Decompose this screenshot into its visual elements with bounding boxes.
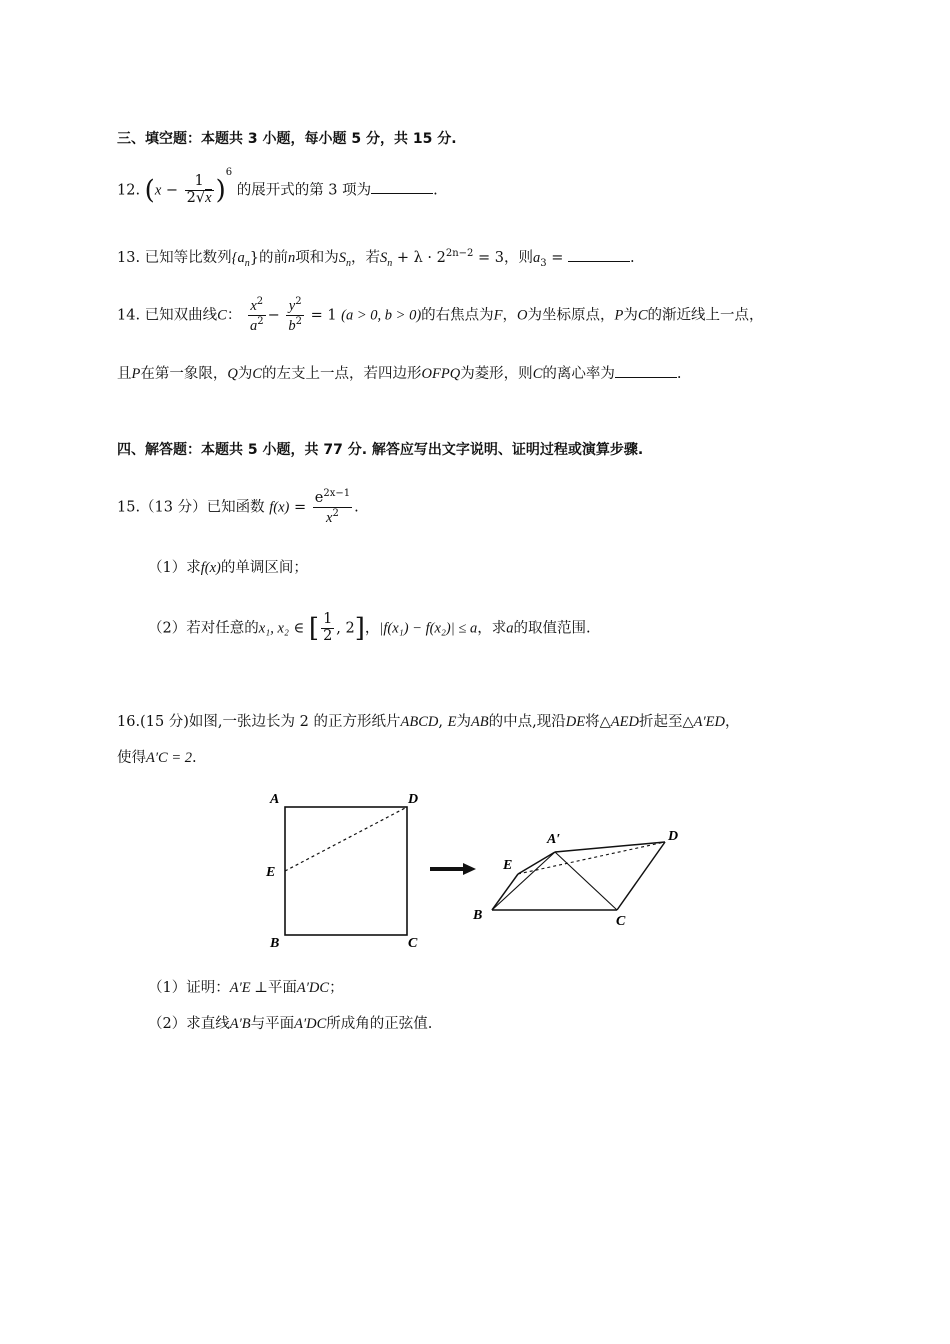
variable-a: a	[532, 250, 541, 266]
period: .	[192, 750, 197, 766]
question-number: 12.	[117, 182, 141, 199]
var: x	[326, 509, 333, 526]
text: 的离心率为	[542, 366, 615, 382]
condition: (a > 0, b > 0)	[341, 307, 422, 324]
fraction	[313, 488, 352, 527]
text: ，则	[503, 250, 533, 266]
text: 的左支上一点，若四边形	[262, 366, 422, 382]
label-a-prime: A′	[547, 832, 561, 847]
fraction-y2-b2	[286, 296, 304, 335]
section-3-heading: 三、填空题：本题共 3 小题，每小题 5 分，共 15 分.	[117, 131, 457, 147]
var: x	[250, 297, 257, 314]
exponent: 2n−2	[445, 248, 474, 260]
text: （2）求直线	[148, 1016, 230, 1032]
text: 所成角的正弦值.	[326, 1016, 433, 1032]
answer-blank[interactable]	[371, 181, 433, 194]
text: 已知等比数列	[144, 250, 232, 266]
question-16-part-1	[148, 976, 344, 997]
variable-q: Q	[227, 366, 238, 382]
equals-one: = 1	[305, 307, 337, 324]
question-12-text: 的展开式的第 3 项为	[236, 182, 372, 199]
label-c-folded: C	[616, 914, 626, 929]
colon: ：	[226, 307, 242, 324]
triangle-aed: △AED	[599, 714, 639, 730]
dashed-segment-ed	[285, 807, 407, 871]
text: 16.(15 分)如图,一张边长为 2 的正方形纸片	[117, 714, 401, 730]
text: 的单调区间；	[220, 560, 308, 576]
num: 1	[323, 611, 333, 627]
variable-x: x	[154, 182, 162, 199]
e: e	[314, 489, 324, 506]
condition: A′C = 2	[146, 750, 192, 766]
triangle-a-prime-ed: △A′ED	[682, 714, 725, 730]
sup: 2	[332, 507, 339, 519]
question-12: 12. (x − $\frac{1}{2√x}$ )$^6$ 的展开式的第 3 项为 .	[117, 166, 438, 206]
geometry-figure	[260, 785, 700, 960]
variables: x₁, x₂	[258, 620, 289, 637]
text: 为	[623, 307, 638, 324]
label-b-folded: B	[473, 908, 483, 923]
text: ，	[724, 714, 740, 730]
text: 为菱形，则	[460, 366, 533, 382]
coefficient: 2	[186, 189, 196, 206]
question-13	[117, 246, 635, 269]
text: ；	[329, 980, 344, 996]
equals: =	[546, 250, 568, 266]
variable-p: P	[614, 307, 624, 324]
expression: + λ · 2	[392, 250, 446, 266]
text: （1）证明：	[148, 980, 230, 996]
text: 的中点,现沿	[488, 714, 566, 730]
period: .	[629, 250, 635, 266]
var: a	[249, 317, 258, 334]
sup: 2	[257, 315, 264, 327]
comma: ，	[364, 620, 380, 637]
minus-sign: −	[165, 182, 179, 199]
label-e: E	[266, 865, 276, 880]
text: 的右焦点为	[421, 307, 494, 324]
label-d-folded: D	[668, 829, 679, 844]
question-number: 13.	[117, 250, 141, 266]
text: 为	[456, 714, 471, 730]
interval-end: , 2	[336, 620, 355, 637]
text: 折起至	[638, 714, 683, 730]
quadrilateral-name: OFPQ	[421, 366, 461, 382]
question-number: 14.	[117, 307, 141, 324]
text: 且	[117, 366, 132, 382]
label-c: C	[408, 936, 418, 951]
function-f: f(x)	[200, 560, 221, 576]
question-15-part-2: （2）若对任意的x₁, x₂ ∈ [ $\frac{1}{2}$ , 2]，|f(x₁) − f(x₂)| ≤ a，求a的取值范围.	[148, 611, 591, 644]
question-14	[117, 296, 764, 335]
period: .	[433, 182, 438, 199]
text: 已知双曲线	[144, 307, 218, 324]
square-abcd	[285, 807, 407, 935]
fraction-numerator: 1	[185, 174, 214, 191]
question-15	[117, 488, 359, 527]
fraction	[185, 174, 214, 207]
variable-n: n	[287, 250, 296, 266]
fraction-half	[321, 612, 334, 645]
text: 与平面	[250, 1016, 295, 1032]
text: 的取值范围.	[513, 620, 591, 637]
subscript: n	[345, 257, 351, 269]
variable-a: a	[506, 620, 514, 637]
text: 为	[237, 366, 253, 382]
var: y	[288, 297, 296, 314]
minus-sign: −	[267, 307, 280, 324]
question-15-part-1	[148, 556, 308, 577]
fraction-x2-a2	[248, 296, 266, 335]
text: ，	[502, 307, 518, 324]
text: 项和为	[295, 250, 339, 266]
line-name: A′B	[229, 1016, 251, 1032]
label-d: D	[408, 792, 419, 807]
subscript: n	[387, 257, 393, 269]
segment-ab: AB	[470, 714, 489, 730]
text: 的渐近线上一点，	[647, 307, 764, 324]
period: .	[354, 499, 359, 516]
fraction-denominator: 2√x	[186, 189, 212, 206]
plane-name: A′DC	[296, 980, 330, 996]
text: 使得	[117, 750, 146, 766]
answer-blank[interactable]	[568, 249, 630, 262]
point-e: E	[447, 714, 457, 730]
text: 为坐标原点，	[527, 307, 615, 324]
radicand: x	[205, 189, 212, 206]
question-16-part-2	[148, 1012, 432, 1033]
question-14-line-2	[117, 362, 681, 383]
plane-name: A′DC	[294, 1016, 327, 1032]
text: （2）若对任意的	[148, 620, 259, 637]
text: ，若	[350, 250, 380, 266]
question-16-line-2	[117, 746, 197, 767]
sup: 2	[295, 296, 302, 307]
exponent: 2x−1	[323, 488, 351, 499]
sequence: {a	[231, 250, 245, 266]
in-symbol: ∈	[288, 620, 309, 637]
brace: }	[249, 250, 259, 266]
equals: =	[289, 499, 311, 516]
inequality: |f(x₁) − f(x₂)| ≤ a	[379, 620, 478, 637]
text: ,	[438, 714, 448, 730]
arrow-icon	[430, 863, 476, 875]
function-f: f(x)	[269, 499, 290, 516]
text: （1）求	[148, 560, 201, 576]
label-e-folded: E	[503, 858, 513, 873]
var: b	[288, 317, 296, 334]
den: 2	[323, 627, 333, 644]
period: .	[676, 366, 682, 382]
segment-de: DE	[565, 714, 586, 730]
text: 的前	[258, 250, 288, 266]
label-b: B	[270, 936, 280, 951]
text: ，求	[477, 620, 507, 637]
variable-c: C	[217, 307, 227, 324]
variable-o: O	[517, 307, 528, 324]
variable-c: C	[637, 307, 648, 324]
text: 平面	[267, 980, 297, 996]
power-exponent: 6	[225, 166, 233, 178]
subscript: n	[244, 257, 250, 269]
question-16	[117, 710, 739, 731]
label-a: A	[270, 792, 280, 807]
variable-f: F	[493, 307, 503, 324]
question-number: 15.（13 分）已知函数	[117, 499, 265, 516]
variable-s: S	[379, 250, 388, 266]
variable-p: P	[131, 366, 141, 382]
text: 在第一象限，	[140, 366, 228, 382]
sup: 2	[256, 296, 264, 307]
section-4-heading: 四、解答题：本题共 5 小题，共 77 分. 解答应写出文字说明、证明过程或演算步骤.	[117, 442, 644, 458]
text: 将	[585, 714, 600, 730]
folded-pyramid	[492, 842, 665, 910]
variable-s: S	[338, 250, 346, 266]
square-name: ABCD	[400, 714, 439, 730]
subscript: 3	[540, 257, 547, 269]
answer-blank[interactable]	[615, 365, 677, 378]
variable-c: C	[532, 366, 543, 382]
variable-c: C	[252, 366, 263, 382]
sup: 2	[295, 315, 302, 327]
expression: A′E ⊥	[229, 980, 268, 996]
expression: = 3	[473, 250, 504, 266]
